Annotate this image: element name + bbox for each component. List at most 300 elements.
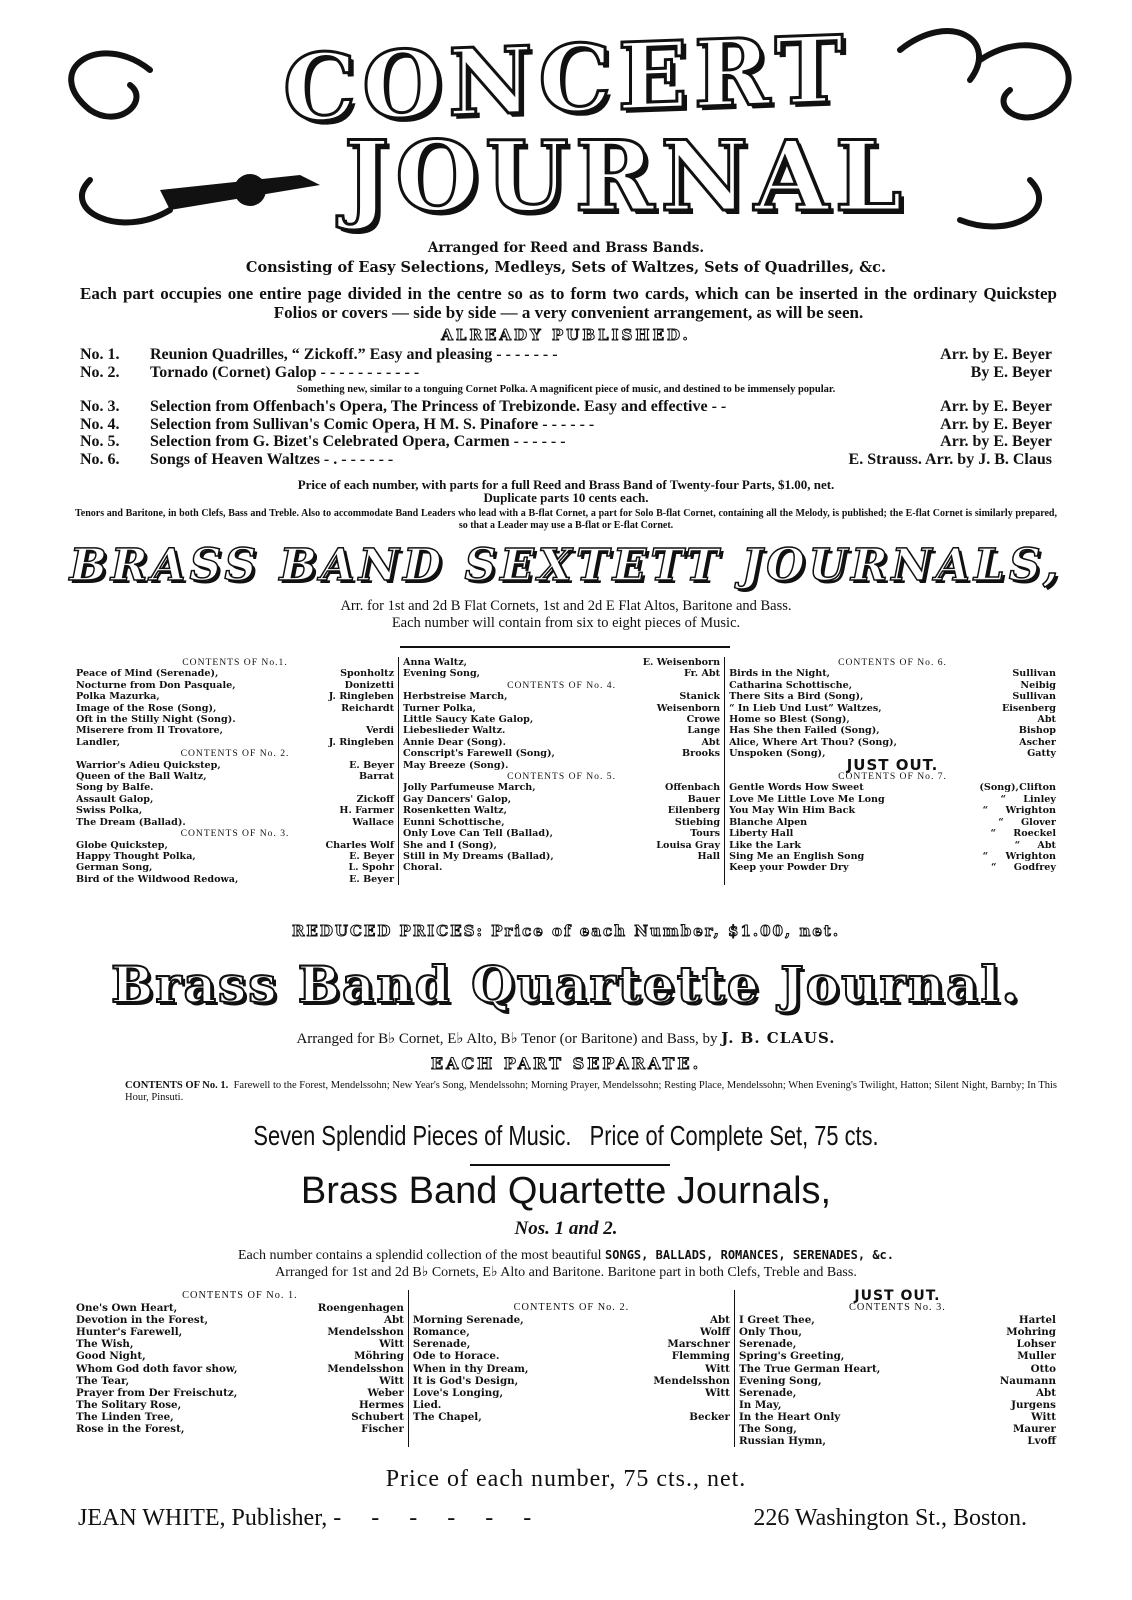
composer: Wolff — [699, 1326, 730, 1339]
list-item — [413, 1411, 730, 1423]
list-item — [76, 691, 394, 702]
composer: Bauer — [687, 793, 721, 805]
list-item — [76, 680, 394, 691]
composer: Mendelsshon — [653, 1374, 730, 1387]
list-item — [76, 1387, 404, 1399]
piece-title: Lied. — [412, 1398, 442, 1411]
composer: Hartel — [1018, 1314, 1056, 1327]
composer: Abt — [1036, 1386, 1056, 1399]
piece-title: Conscript's Farewell (Song), — [403, 748, 555, 760]
piece-title: Warrior's Adieu Quickstep, — [76, 759, 221, 771]
piece-title: There Sits a Bird (Song), — [729, 691, 864, 703]
list-item — [729, 680, 1056, 691]
list-item — [739, 1387, 1056, 1399]
piece-title: In the Heart Only — [738, 1410, 841, 1423]
composer: Mohring — [1006, 1326, 1056, 1339]
list-item — [76, 782, 394, 793]
list-item — [739, 1363, 1056, 1375]
ditto-mark: (Song), — [979, 782, 1019, 794]
masthead — [0, 10, 1132, 245]
composer: Lange — [687, 725, 721, 737]
contents-label: CONTENTS OF No. 1. — [125, 1080, 229, 1091]
list-item — [739, 1423, 1056, 1435]
piece-title: Good Night, — [76, 1350, 146, 1363]
ditto-mark: “ — [1014, 839, 1021, 851]
list-item — [413, 1326, 730, 1338]
piece-title: When in thy Dream, — [412, 1362, 529, 1375]
piece-title: Rose in the Forest, — [76, 1423, 185, 1436]
piece-title: Love's Longing, — [412, 1386, 504, 1399]
ditto-mark: “ — [1000, 793, 1007, 805]
list-item — [739, 1399, 1056, 1411]
each-part-separate: EACH PART SEPARATE. — [430, 1054, 702, 1073]
quartette-title: Brass Band Quartette Journal. — [111, 955, 1021, 1014]
piece-title: The Wish, — [76, 1338, 134, 1351]
piece-title: Prayer from Der Freischutz, — [76, 1386, 238, 1399]
piece-title: The Tear, — [76, 1374, 130, 1387]
logo-journal: JOURNAL — [343, 120, 909, 233]
logo-concert: CONCERT — [282, 15, 850, 143]
sextett-contents — [72, 657, 1060, 885]
composer: Roengenhagen — [317, 1302, 404, 1315]
piece-title: Whom God doth favor show, — [76, 1362, 238, 1375]
item-arranger: E. Strauss. Arr. by J. B. Claus — [848, 450, 1052, 468]
piece-title: Spring's Greeting, — [738, 1350, 845, 1363]
divider — [470, 1164, 670, 1166]
piece-title: Like the Lark — [729, 839, 802, 851]
composer: Hall — [697, 850, 721, 862]
item-title: Reunion Quadrilles, “ Zickoff.” Easy and pleasing - - - - - - - — [150, 346, 558, 363]
composer: Reichardt — [341, 702, 395, 714]
item-arranger: Arr. by E. Beyer — [940, 398, 1052, 415]
list-item — [403, 828, 720, 839]
contents-column — [408, 1290, 734, 1447]
piece-title: Unspoken (Song), — [729, 748, 826, 760]
composer: Stanick — [679, 691, 721, 703]
publisher-label: Publisher, - - - - - - — [231, 1505, 532, 1531]
piece-title: Peace of Mind (Serenade), — [76, 668, 219, 680]
composer: Naumann — [999, 1374, 1056, 1387]
list-item — [729, 862, 1056, 873]
composer: Charles Wolf — [325, 839, 395, 851]
piece-title: May Breeze (Song). — [403, 759, 509, 771]
list-item — [403, 782, 720, 793]
list-item — [739, 1326, 1056, 1338]
list-item — [403, 760, 720, 771]
composer: Maurer — [1013, 1423, 1056, 1436]
composer: Weber — [367, 1386, 404, 1399]
list-item — [76, 1302, 404, 1314]
composer: Witt — [705, 1386, 730, 1399]
ditto-mark: “ — [990, 828, 997, 840]
composer: Abt — [701, 736, 721, 748]
list-item — [403, 691, 720, 702]
list-item — [729, 668, 1056, 679]
contents-heading: CONTENTS OF No. 5. — [507, 771, 616, 783]
seven-pieces-text — [125, 1120, 1008, 1152]
piece-title: Anna Waltz, — [403, 657, 468, 668]
piece-title: Gay Dancers' Galop, — [403, 793, 512, 805]
contents-heading: CONTENTS OF No. 4. — [507, 679, 616, 691]
composer: Wallace — [352, 816, 395, 828]
piece-title: “ In Lieb Und Lust” Waltzes, — [729, 702, 882, 714]
piece-title: Birds in the Night, — [729, 668, 830, 680]
each-text: Each number contains a splendid collection of the most beautiful — [238, 1248, 602, 1263]
item-title: Selection from Sullivan's Comic Opera, H M. S. Pinafore - - - - - - — [150, 415, 595, 433]
composer: Abt — [709, 1314, 730, 1327]
list-item — [413, 1363, 730, 1375]
list-item — [76, 1375, 404, 1387]
composer: E. Beyer — [349, 850, 395, 862]
price-text: Price of each number, with parts for a full Reed and Brass Band of Twenty-four Parts, $1.00, net. — [297, 477, 835, 492]
piece-title: Ode to Horace. — [412, 1350, 500, 1363]
list-item — [739, 1314, 1056, 1326]
composer: Lvoff — [1027, 1435, 1056, 1448]
piece-title: Eunni Schottische, — [403, 816, 505, 828]
composer: Donizetti — [344, 679, 395, 691]
composer: Godfrey — [1013, 862, 1056, 874]
piece-title: Still in My Dreams (Ballad), — [403, 850, 554, 862]
list-item — [80, 451, 1052, 469]
piece-title: You May Win Him Back — [729, 805, 856, 817]
list-item — [76, 1314, 404, 1326]
contents-heading: CONTENTS OF No.1. — [182, 657, 288, 668]
contents-text: Farewell to the Forest, Mendelssohn; New Year's Song, Mendelssohn; Morning Prayer, Mendelssohn; Resting Place, Mendelssohn; When Evening's Twilight, Hatton; Silent Night, Barnby; In This Hour, Pinsuti. — [125, 1080, 1057, 1103]
list-item — [729, 794, 1056, 805]
list-item — [80, 416, 1052, 434]
piece-title: One's Own Heart, — [76, 1302, 178, 1315]
composer: Glover — [1020, 816, 1056, 828]
composer: Sullivan — [1012, 691, 1056, 703]
composer: Witt — [379, 1338, 404, 1351]
composer: Marschner — [667, 1338, 730, 1351]
composer: Fischer — [361, 1423, 404, 1436]
piece-title: Romance, — [412, 1326, 470, 1339]
list-item — [76, 771, 394, 782]
composer: Lohser — [1016, 1338, 1056, 1351]
contents-column — [72, 657, 398, 885]
piece-title: Queen of the Ball Waltz, — [76, 771, 207, 783]
piece-title: Russian Hymn, — [738, 1435, 826, 1448]
piece-title: Image of the Rose (Song), — [76, 702, 217, 714]
piece-title: Only Thou, — [738, 1326, 802, 1339]
piece-title: Serenade, — [738, 1338, 797, 1351]
divider — [400, 646, 730, 648]
list-item — [76, 1338, 404, 1350]
list-item — [403, 805, 720, 816]
piece-title: Choral. — [403, 862, 443, 874]
publisher — [78, 1505, 531, 1532]
composer: Clifton — [1019, 782, 1056, 794]
list-item — [403, 748, 720, 759]
piece-title: Jolly Parfumeuse March, — [403, 782, 536, 794]
piece-title: Serenade, — [738, 1386, 797, 1399]
piece-title: The Linden Tree, — [76, 1410, 174, 1423]
piece-title: Hunter's Farewell, — [76, 1326, 183, 1339]
contents-heading: CONTENTS OF No. 2. — [513, 1302, 630, 1314]
piece-title: Annie Dear (Song). — [403, 736, 506, 748]
list-item — [739, 1338, 1056, 1350]
piece-title: I Greet Thee, — [738, 1314, 815, 1327]
list-item — [76, 1363, 404, 1375]
composer: Brooks — [682, 748, 721, 760]
composer: Gatty — [1027, 748, 1056, 760]
piece-title: The Song, — [738, 1423, 797, 1436]
list-item — [403, 657, 720, 668]
list-item — [729, 737, 1056, 748]
list-item — [80, 364, 1052, 382]
quartette-arranged — [0, 1029, 1132, 1048]
spacer — [413, 1290, 730, 1302]
contents-heading: CONTENTS OF No. 1. — [182, 1290, 298, 1301]
piece-title: Globe Quickstep, — [76, 839, 168, 851]
piece-title: Morning Serenade, — [412, 1314, 524, 1327]
list-item — [403, 817, 720, 828]
piece-title: Happy Thought Polka, — [76, 850, 196, 862]
reduced-prices: REDUCED PRICES: Price of each Number, $1.00, net. — [291, 922, 841, 940]
publisher-address: 226 Washington St., Boston. — [753, 1505, 1027, 1531]
composer: E. Beyer — [349, 873, 395, 885]
list-item — [403, 840, 720, 851]
composer: Witt — [379, 1374, 404, 1387]
piece-title: Bird of the Wildwood Redowa, — [76, 873, 239, 885]
piece-title: Blanche Alpen — [729, 816, 808, 828]
piece-title: Catharina Schottische, — [729, 679, 853, 691]
piece-title: The True German Heart, — [738, 1362, 881, 1375]
list-item — [729, 851, 1056, 862]
list-item — [76, 737, 394, 748]
item-number: No. 1. — [80, 346, 120, 363]
piece-title: It is God's Design, — [412, 1374, 519, 1387]
quartette-journals-description — [0, 1247, 1132, 1281]
list-item — [76, 1350, 404, 1362]
list-item — [76, 1411, 404, 1423]
composer: Witt — [1031, 1410, 1056, 1423]
already-published-list — [80, 346, 1052, 468]
composer: Bishop — [1018, 725, 1056, 737]
quartette-journals-price: Price of each number, 75 cts., net. — [385, 1466, 747, 1492]
piece-title: Miserere from Il Trovatore, — [76, 725, 223, 737]
composer: Schubert — [351, 1410, 404, 1423]
list-item — [729, 714, 1056, 725]
composer: Linley — [1023, 793, 1056, 805]
piece-title: Sing Me an English Song — [729, 850, 865, 862]
composer: Muller — [1017, 1350, 1056, 1363]
list-item — [729, 805, 1056, 816]
composer: Crowe — [686, 714, 721, 726]
list-item — [413, 1375, 730, 1387]
composer: Louisa Gray — [656, 839, 721, 851]
composer: Mendelsshon — [327, 1326, 404, 1339]
list-item — [76, 1423, 404, 1435]
list-item — [76, 760, 394, 771]
piece-title: Devotion in the Forest, — [76, 1314, 209, 1327]
item-number: No. 5. — [80, 433, 120, 450]
item-number: No. 3. — [80, 398, 120, 415]
item-title: Songs of Heaven Waltzes - . - - - - - - — [150, 450, 394, 468]
piece-title: Polka Mazurka, — [76, 691, 160, 703]
composer: J. Ringleben — [328, 691, 395, 703]
intro-consisting: Consisting of Easy Selections, Medleys, Sets of Waltzes, Sets of Quadrilles, &c. — [245, 259, 887, 276]
composer: Sponholtz — [340, 668, 395, 680]
composer: Wrighton — [1005, 805, 1056, 817]
list-item — [403, 725, 720, 736]
item-number: No. 4. — [80, 415, 120, 433]
sextett-description — [0, 598, 1132, 632]
sextett-title: BRASS BAND SEXTETT JOURNALS, — [69, 540, 1063, 591]
piece-title: Nocturne from Don Pasquale, — [76, 679, 236, 691]
piece-title: Turner Polka, — [403, 702, 476, 714]
list-item — [413, 1314, 730, 1326]
quartette-journals-nos: Nos. 1 and 2. — [514, 1218, 618, 1239]
item-title: Tornado (Cornet) Galop - - - - - - - - - - - — [150, 363, 420, 381]
piece-title: Has She then Failed (Song), — [729, 725, 880, 737]
list-item — [729, 703, 1056, 714]
composer: Witt — [705, 1362, 730, 1375]
list-item — [76, 1326, 404, 1338]
item-number: No. 2. — [80, 363, 120, 381]
composer: Eisenberg — [1001, 702, 1056, 714]
piece-title: Evening Song, — [403, 668, 481, 680]
list-item — [403, 851, 720, 862]
item-number: No. 6. — [80, 450, 120, 468]
list-item — [413, 1338, 730, 1350]
piece-title: Love Me Little Love Me Long — [729, 793, 885, 805]
list-item — [76, 1399, 404, 1411]
composer: Zickoff — [356, 793, 395, 805]
list-item — [76, 817, 394, 828]
piece-title: In May, — [738, 1398, 782, 1411]
piece-title: The Dream (Ballad). — [76, 816, 186, 828]
item-arranger: Arr. by E. Beyer — [940, 346, 1052, 363]
piece-title: Evening Song, — [738, 1374, 822, 1387]
list-item — [76, 725, 394, 736]
arranged-text: Arranged for 1st and 2d B♭ Cornets, E♭ Alto and Baritone. Baritone part in both Clefs, Treble and Bass. — [275, 1265, 857, 1280]
list-item — [729, 782, 1056, 793]
item-title: Selection from Offenbach's Opera, The Princess of Trebizonde. Easy and effective - - — [150, 398, 727, 415]
composer: Roeckel — [1013, 828, 1056, 840]
piece-title: Herbstreise March, — [403, 691, 508, 703]
list-item — [403, 714, 720, 725]
list-item — [413, 1350, 730, 1362]
composer: Wrighton — [1005, 850, 1056, 862]
list-item — [76, 840, 394, 851]
list-item — [80, 398, 1052, 416]
piece-title: The Chapel, — [412, 1410, 482, 1423]
list-item — [729, 691, 1056, 702]
list-item — [403, 862, 720, 873]
quartette-contents — [0, 1080, 1132, 1104]
publisher-line — [78, 1505, 1027, 1532]
composer: Fr. Abt — [683, 668, 721, 680]
piece-title: Song by Balfe. — [76, 782, 154, 794]
intro-arranged: Arranged for Reed and Brass Bands. — [427, 240, 705, 256]
contents-column — [398, 657, 724, 885]
contents-heading: CONTENTS No. 3. — [849, 1302, 946, 1314]
composer: H. Farmer — [339, 805, 395, 817]
item-arranger: By E. Beyer — [970, 363, 1052, 381]
composer: J. Ringleben — [328, 736, 395, 748]
ditto-mark: “ — [982, 805, 989, 817]
piece-title: Rosenketten Waltz, — [403, 805, 507, 817]
quartette-journals-contents — [72, 1290, 1060, 1447]
item-note: Something new, similar to a tonguing Cornet Polka. A magnificent piece of music, and destined to be immensely popular. — [296, 384, 836, 395]
list-item — [403, 668, 720, 679]
contents-heading: CONTENTS OF No. 6. — [838, 657, 947, 668]
composer: E. Weisenborn — [642, 657, 721, 668]
list-item — [729, 725, 1056, 736]
item-title: Selection from G. Bizet's Celebrated Opera, Carmen - - - - - - — [150, 433, 566, 450]
list-item — [80, 433, 1052, 451]
piece-title: Swiss Polka, — [76, 805, 143, 817]
list-item — [76, 862, 394, 873]
arranger-name: J. B. CLAUS. — [721, 1029, 836, 1047]
piece-title: Serenade, — [412, 1338, 471, 1351]
piece-title: Alice, Where Art Thou? (Song), — [729, 736, 897, 748]
piece-title: Gentle Words How Sweet — [729, 782, 864, 794]
piece-title: Liberty Hall — [729, 828, 794, 840]
list-item — [403, 737, 720, 748]
piece-title: Little Saucy Kate Galop, — [403, 714, 534, 726]
piece-title: She and I (Song), — [403, 839, 497, 851]
list-item — [76, 805, 394, 816]
composer: Abt — [1037, 714, 1056, 726]
quartette-journals-title: Brass Band Quartette Journals, — [300, 1170, 832, 1212]
contents-heading: CONTENTS OF No. 7. — [838, 771, 947, 783]
composer: Eilenberg — [667, 805, 721, 817]
composer: Sullivan — [1012, 668, 1056, 680]
composer: E. Beyer — [349, 759, 395, 771]
piece-title: Landler, — [76, 736, 121, 748]
seven-pieces-line — [0, 1120, 1132, 1152]
composer: L. Spohr — [348, 862, 395, 874]
arranged-text: Arranged for B♭ Cornet, E♭ Alto, B♭ Tenor (or Baritone) and Bass, by — [296, 1031, 718, 1047]
piece-title: Home so Blest (Song), — [729, 714, 850, 726]
list-item — [76, 794, 394, 805]
composer: Hermes — [358, 1398, 404, 1411]
list-item — [76, 703, 394, 714]
contents-heading: CONTENTS OF No. 2. — [180, 748, 290, 760]
piece-title: Oft in the Stilly Night (Song). — [76, 714, 236, 726]
list-item — [739, 1350, 1056, 1362]
just-out-label: JUST OUT. — [846, 755, 939, 774]
duplicate-text: Duplicate parts 10 cents each. — [483, 490, 649, 505]
composer: Barrat — [358, 771, 395, 783]
price-note — [0, 478, 1132, 504]
composer: Offenbach — [665, 782, 721, 794]
item-arranger: Arr. by E. Beyer — [940, 433, 1052, 450]
composer: Neibig — [1020, 679, 1056, 691]
list-item — [413, 1399, 730, 1411]
each-caps: SONGS, BALLADS, ROMANCES, SERENADES, &c. — [605, 1248, 894, 1262]
list-item — [729, 828, 1056, 839]
publisher-name: JEAN WHITE, — [78, 1505, 226, 1531]
item-arranger: Arr. by E. Beyer — [940, 415, 1052, 433]
ditto-mark: “ — [982, 850, 989, 862]
already-published-heading: ALREADY PUBLISHED. — [441, 326, 691, 344]
set-price: Price of Complete Set, 75 cts. — [589, 1120, 879, 1151]
list-item — [739, 1375, 1056, 1387]
composer: Möhring — [354, 1350, 404, 1363]
list-item — [739, 1411, 1056, 1423]
composer: Tours — [690, 828, 721, 840]
piece-title: Liebeslieder Waltz. — [403, 725, 506, 737]
tenors-note: Tenors and Baritone, in both Clefs, Bass and Treble. Also to accommodate Band Leaders who lead with a B-flat Cornet, a part for Solo B-flat Cornet, containing all the Melody, is published; the E-flat Cornet is similarly prepared, so that a Leader may use a B-flat or E-flat Cornet. — [75, 508, 1057, 531]
piece-title: Keep your Powder Dry — [729, 862, 849, 874]
list-item — [76, 668, 394, 679]
seven-text: Seven Splendid Pieces of Music. — [253, 1120, 572, 1151]
list-item — [729, 840, 1056, 851]
